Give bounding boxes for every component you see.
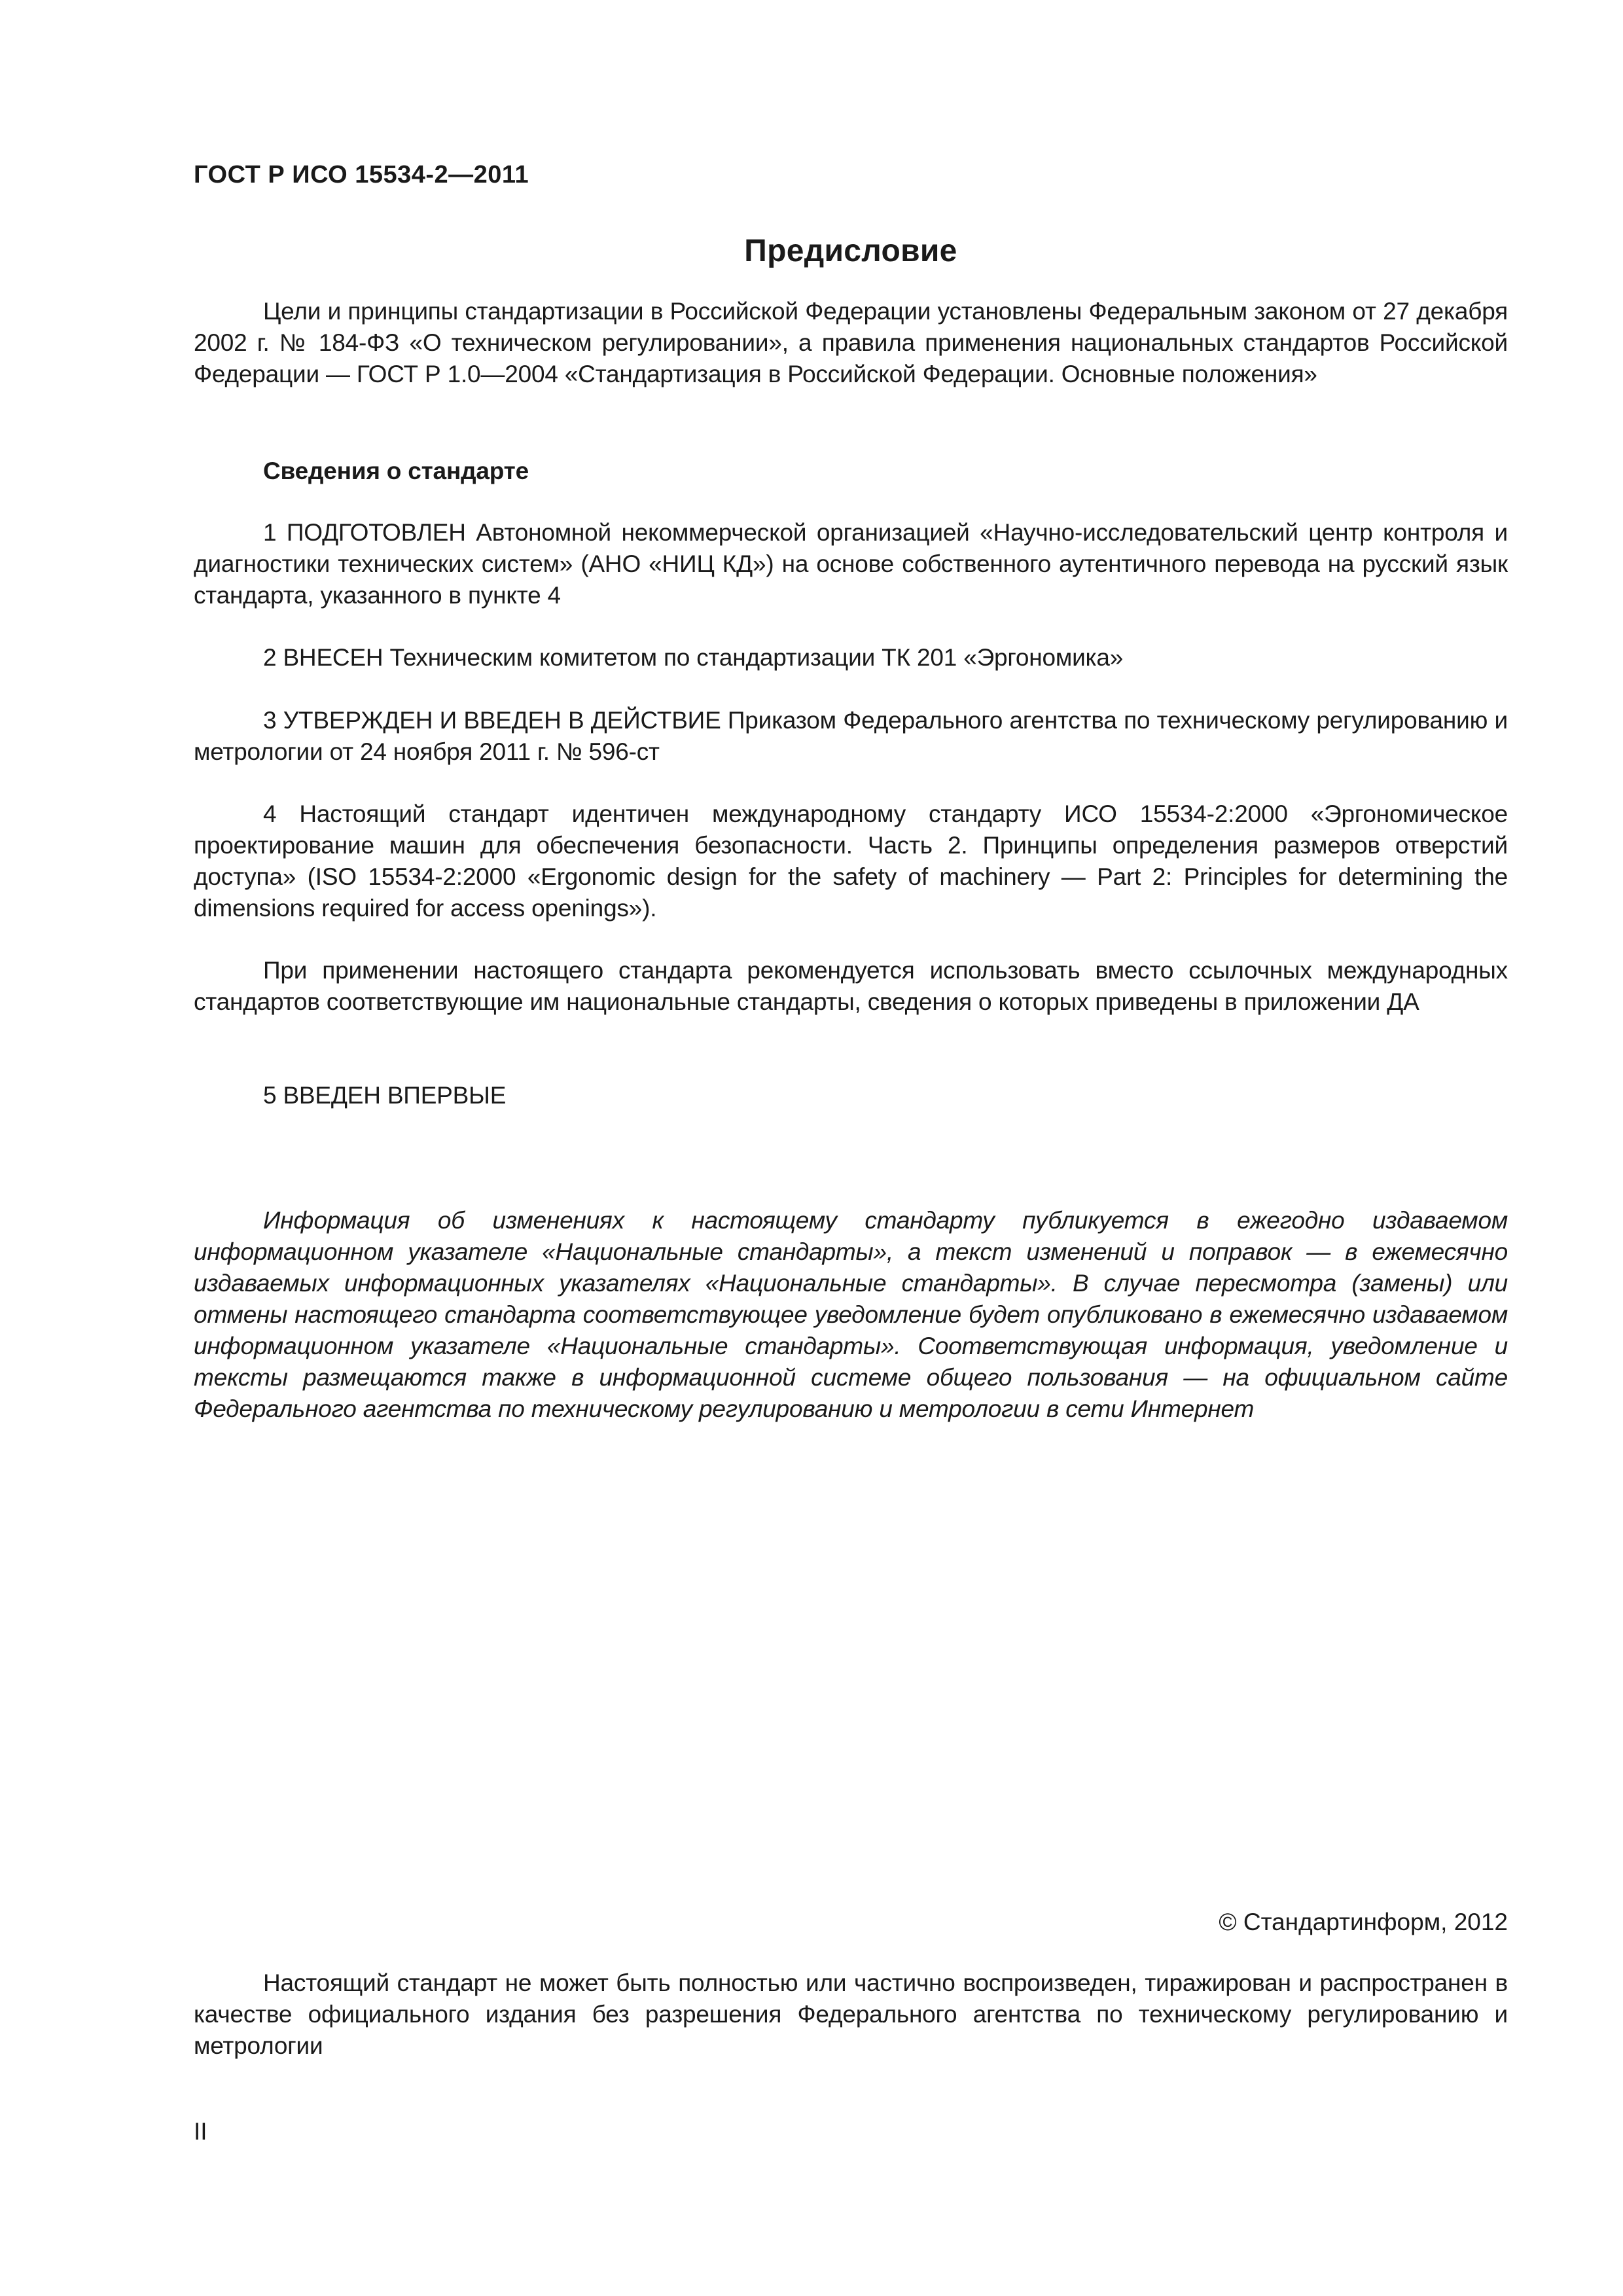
- page-number: II: [194, 2118, 207, 2145]
- standard-code: ГОСТ Р ИСО 15534-2—2011: [194, 161, 529, 188]
- recommendation-paragraph: При применении настоящего стандарта рекомендуется использовать вместо ссылочных международных стандартов соответствующие им национальные стандарты, сведения о которых приведены в приложении ДА: [194, 957, 1508, 1015]
- page-title: Предисловие: [744, 234, 957, 268]
- item-1-prepared: 1 ПОДГОТОВЛЕН Автономной некоммерческой организацией «Научно-исследовательский центр контроля и диагностики технических систем» (АНО «НИЦ КД») на основе собственного аутентичного перевода на русский язык стандарта, указанного в пункте 4: [194, 519, 1508, 609]
- copyright-line: © Стандартинформ, 2012: [1219, 1909, 1508, 1935]
- reproduction-notice: Настоящий стандарт не может быть полностью или частично воспроизведен, тиражирован и распространен в качестве официального издания без разрешения Федерального агентства по техническому регулированию и метрологии: [194, 1969, 1508, 2059]
- item-3-approved: 3 УТВЕРЖДЕН И ВВЕДЕН В ДЕЙСТВИЕ Приказом Федерального агентства по техническому регулированию и метрологии от 24 ноября 2011 г. № 596-ст: [194, 707, 1508, 765]
- item-4-identical: 4 Настоящий стандарт идентичен международному стандарту ИСО 15534-2:2000 «Эргономическое проектирование машин для обеспечения безопасности. Часть 2. Принципы определения размеров отверстий доступа» (ISO 15534-2:2000 «Ergonomic design for the safety of machinery — Part 2: Principles for determining the dimensions required for access openings»).: [194, 800, 1508, 922]
- intro-paragraph: Цели и принципы стандартизации в Российской Федерации установлены Федеральным законом от 27 декабря 2002 г. № 184-ФЗ «О техническом регулировании», а правила применения национальных стандартов Российской Федерации — ГОСТ Р 1.0—2004 «Стандартизация в Российской Федерации. Основные положения»: [194, 298, 1508, 387]
- item-5-introduced: 5 ВВЕДЕН ВПЕРВЫЕ: [263, 1082, 507, 1109]
- section-heading: Сведения о стандарте: [263, 457, 529, 484]
- changes-notice: Информация об изменениях к настоящему стандарту публикуется в ежегодно издаваемом информационном указателе «Национальные стандарты», а текст изменений и поправок — в ежемесячно издаваемых информационных указателях «Национальные стандарты». В случае пересмотра (замены) или отмены настоящего стандарта соответствующее уведомление будет опубликовано в ежемесячно издаваемом информационном указателе «Национальные стандарты». Соответствующая информация, уведомление и тексты размещаются также в информационной системе общего пользования — на официальном сайте Федерального агентства по техническому регулированию и метрологии в сети Интернет: [194, 1207, 1508, 1422]
- item-2-submitted: 2 ВНЕСЕН Техническим комитетом по стандартизации ТК 201 «Эргономика»: [263, 644, 1124, 671]
